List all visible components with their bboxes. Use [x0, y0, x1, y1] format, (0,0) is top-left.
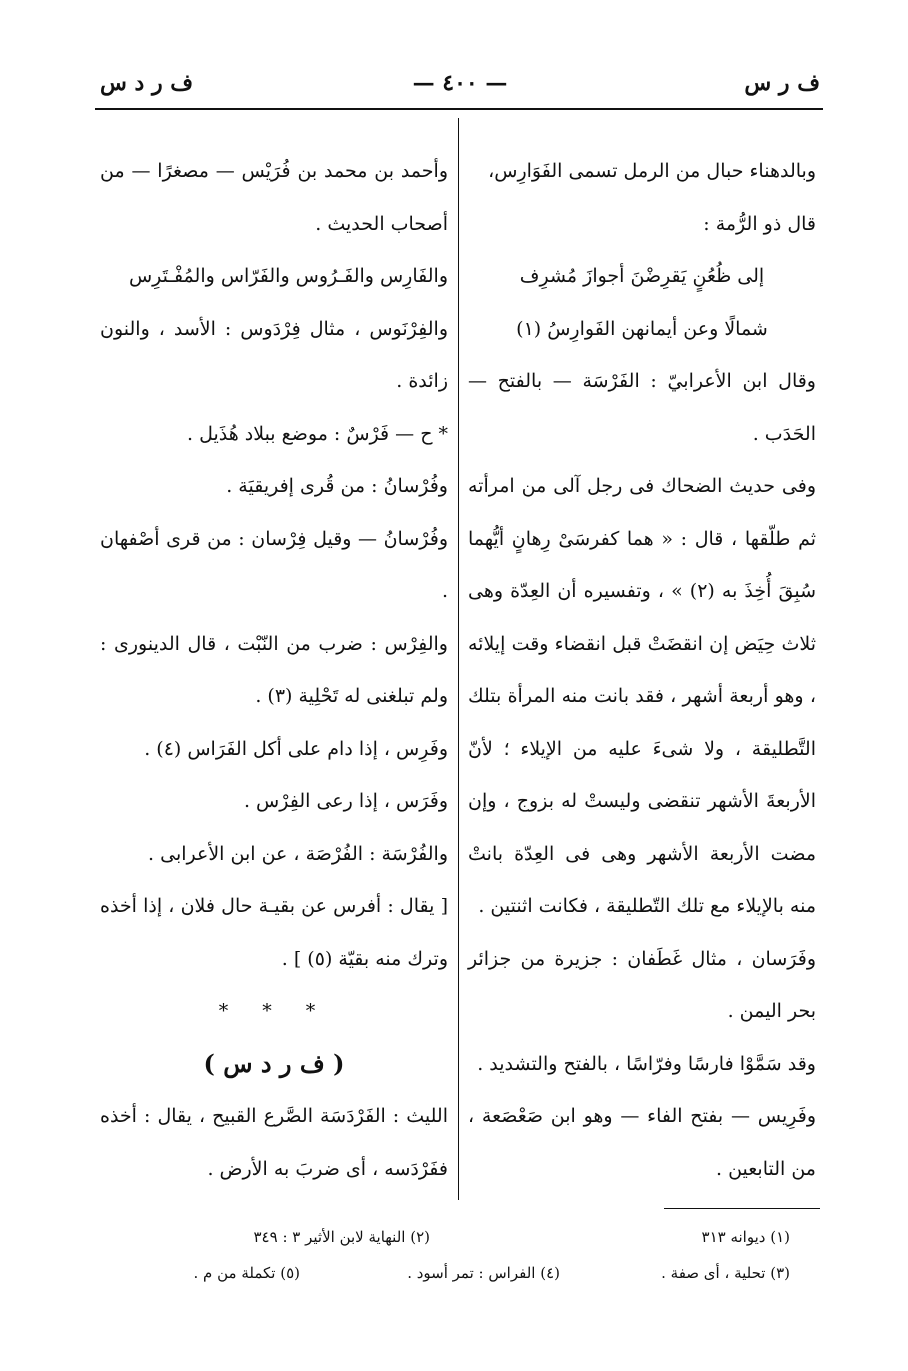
section-title: ( ف ر د س ) — [203, 1048, 345, 1078]
left-column — [100, 145, 448, 1195]
verse-line: إلى ظُعُنٍ يَقرِضْنَ أجوازَ مُشرِف — [519, 265, 765, 287]
footnote: (٤) الفراس : تمر أسود . — [407, 1264, 560, 1282]
paragraph: وفَرَس ، إذا رعى الفِرْس . — [243, 790, 448, 812]
running-header — [100, 66, 820, 106]
paragraph: الليث : الفَرْدَسَة الصَّرع القبيح ، يقال : أخذه ففَرْدَسه ، أى ضربَ به الأرض . — [100, 1105, 448, 1180]
footnote: (١) ديوانه ٣١٣ — [701, 1228, 790, 1246]
paragraph: والفُرْسَة : الفُرْصَة ، عن ابن الأعرابى . — [148, 842, 448, 865]
paragraph: والفِرْنَوس ، مثال فِرْدَوس : الأسد ، والنون زائدة . — [100, 317, 448, 392]
verse-line: شمالًا وعن أيمانهن الفَوارِسُ (١) — [516, 317, 768, 340]
paragraph: وقال ابن الأعرابيّ : الفَرْسَة — بالفتح — الحَدَب . — [468, 370, 816, 445]
paragraph: وفَرِس ، إذا دام على أكل الفَرَاس (٤) . — [144, 737, 448, 760]
paragraph: وفى حديث الضحاك فى رجل آلى من امرأته ثم طلّقها ، قال : « هما كفرسَىْ رِهانٍ أيُّهما سُبِقَ أُخِذَ به (٢) » ، وتفسيره أن العِدّة وهى ثلاث حِيَض إن انقضَتْ قبل انقضاء وقت إيلائه ، وهو أربعة أشهر ، فقد بانت منه المرأة بتلك التَّطليقة ، ولا شىءَ عليه من الإيلاء ؛ لأنّ الأربعةَ الأشهر تنقضى وليستْ له بزوج ، وإن مضت الأربعة الأشهر وهى فى العِدّة بانتْ منه بالإيلاء مع تلك التّطليقة ، فكانت اثنتين . — [468, 475, 816, 917]
paragraph: وفُرْسانُ — وقيل فِرْسان : من قرى أصْفهان . — [100, 527, 448, 602]
footnote-rule — [664, 1208, 820, 1209]
footnote: (٥) تكملة من م . — [193, 1264, 300, 1282]
right-column — [468, 145, 816, 1195]
paragraph: والفِرْس : ضرب من النّبْت ، قال الدينورى : ولم تبلغنى له تَحْلِية (٣) . — [100, 632, 448, 707]
paragraph: وقد سَمَّوْا فارسًا وفرّاسًا ، بالفتح والتشديد . — [477, 1052, 816, 1075]
paragraph: [ يقال : أفرس عن بقيـة حال فلان ، إذا أخذه وترك منه بقيّة (٥) ] . — [100, 895, 448, 970]
paragraph: والفَارِس والفَـرُوس والفَرّاس والمُفْـتَرِس — [128, 265, 448, 287]
paragraph: وبالدهناء حبال من الرمل تسمى الفَوَارِس، — [488, 160, 816, 182]
header-rule — [95, 108, 823, 110]
header-right-entry: ف ر س — [744, 70, 820, 96]
paragraph: وفُرْسانُ : من قُرى إفريقيَة . — [226, 475, 448, 497]
paragraph: وفَرِيس — بفتح الفاء — وهو ابن صَعْصَعة ، من التابعين . — [468, 1105, 816, 1180]
footnote: (٢) النهاية لابن الأثير ٣ : ٣٤٩ — [253, 1228, 430, 1246]
page-number: — ٤٠٠ — — [412, 70, 508, 96]
paragraph: * ح — فَرْسٌ : موضع ببلاد هُذَيل . — [186, 422, 448, 445]
footnote: (٣) تحلية ، أى صفة . — [661, 1264, 790, 1282]
section-separator: * * * — [218, 1000, 330, 1022]
header-left-entry: ف ر د س — [100, 70, 194, 96]
paragraph: وفَرَسان ، مثال غَطَفان : جزيرة من جزائر بحر اليمن . — [468, 947, 816, 1022]
column-divider — [458, 118, 459, 1200]
paragraph: وأحمد بن محمد بن فُرَيْس — مصغرًا — من أصحاب الحديث . — [100, 160, 448, 235]
paragraph: قال ذو الرُّمة : — [703, 212, 816, 235]
